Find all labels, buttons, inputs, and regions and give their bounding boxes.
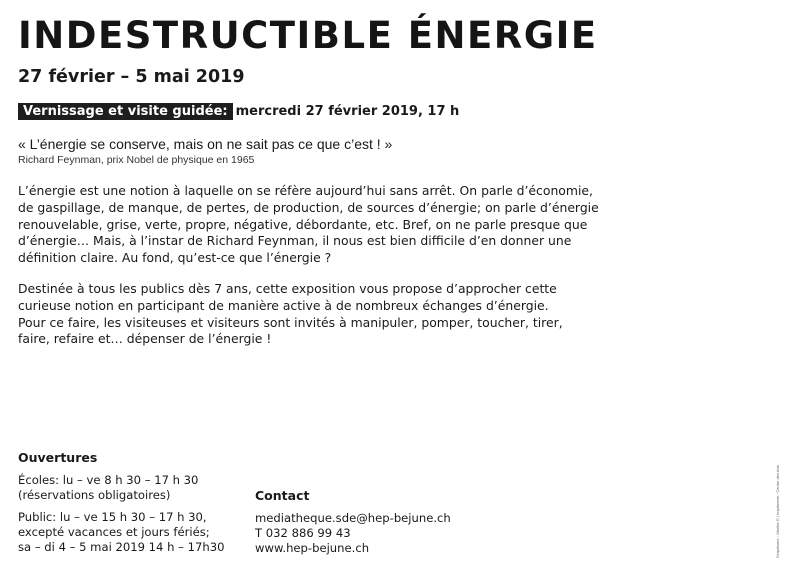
intro-paragraph — [18, 183, 788, 267]
opening-badge: Vernissage et visite guidée: — [18, 103, 233, 120]
hours-public — [18, 510, 225, 555]
hours-line: Écoles: lu – ve 8 h 30 – 17 h 30 — [18, 473, 199, 487]
hours-line: Public: lu – ve 15 h 30 – 17 h 30, — [18, 510, 207, 524]
hours-line: sa – di 4 – 5 mai 2019 14 h – 17h30 — [18, 540, 225, 554]
hours-title: Ouvertures — [18, 450, 98, 465]
quote-author: Richard Feynman, prix Nobel de physique en 1965 — [18, 154, 255, 166]
paragraph-line: d’énergie… Mais, à l’instar de Richard Feynman, il nous est bien difficile d’en donner une — [18, 233, 572, 249]
paragraph-line: L’énergie est une notion à laquelle on se réfère aujourd’hui sans arrêt. On parle d’économie, — [18, 183, 593, 198]
paragraph-line: curieuse notion en participant de manière active à de nombreux échanges d’énergie. — [18, 297, 549, 313]
opening-date: mercredi 27 février 2019, 17 h — [235, 104, 460, 119]
hours-line: excepté vacances et jours fériés; — [18, 525, 210, 539]
quote-text: « L’énergie se conserve, mais on ne sait pas ce que c’est ! » — [18, 136, 393, 152]
contact-email-link[interactable]: mediatheque.sde@hep-bejune.ch — [255, 511, 451, 525]
contact-title: Contact — [255, 488, 310, 503]
paragraph-line: Pour ce faire, les visiteuses et visiteurs sont invités à manipuler, pomper, toucher, tirer, — [18, 314, 563, 330]
description-paragraph — [18, 281, 788, 348]
print-credit: Graphisme : l'Atelier D | Imprimerie : Centre des Arts — [775, 465, 780, 558]
paragraph-line: faire, refaire et… dépenser de l’énergie ! — [18, 331, 272, 347]
hours-line: (réservations obligatoires) — [18, 488, 171, 502]
contact-phone: T 032 886 99 43 — [255, 526, 351, 540]
paragraph-line: Destinée à tous les publics dès 7 ans, cette exposition vous propose d’approcher cette — [18, 281, 557, 296]
exhibition-dates: 27 février – 5 mai 2019 — [18, 67, 245, 87]
page-title: INDESTRUCTIBLE ÉNERGIE — [18, 14, 598, 57]
contact-details — [255, 511, 451, 556]
opening-event — [18, 103, 459, 121]
contact-website-link[interactable]: www.hep-bejune.ch — [255, 541, 370, 555]
paragraph-line: renouvelable, grise, verte, propre, négative, débordante, etc. Bref, on ne parle presque que — [18, 216, 588, 232]
hours-schools — [18, 473, 198, 503]
paragraph-line: de gaspillage, de manque, de pertes, de production, de sources d’énergie; on parle d’énergie — [18, 199, 599, 215]
paragraph-line: définition claire. Au fond, qu’est-ce que l’énergie ? — [18, 250, 332, 266]
